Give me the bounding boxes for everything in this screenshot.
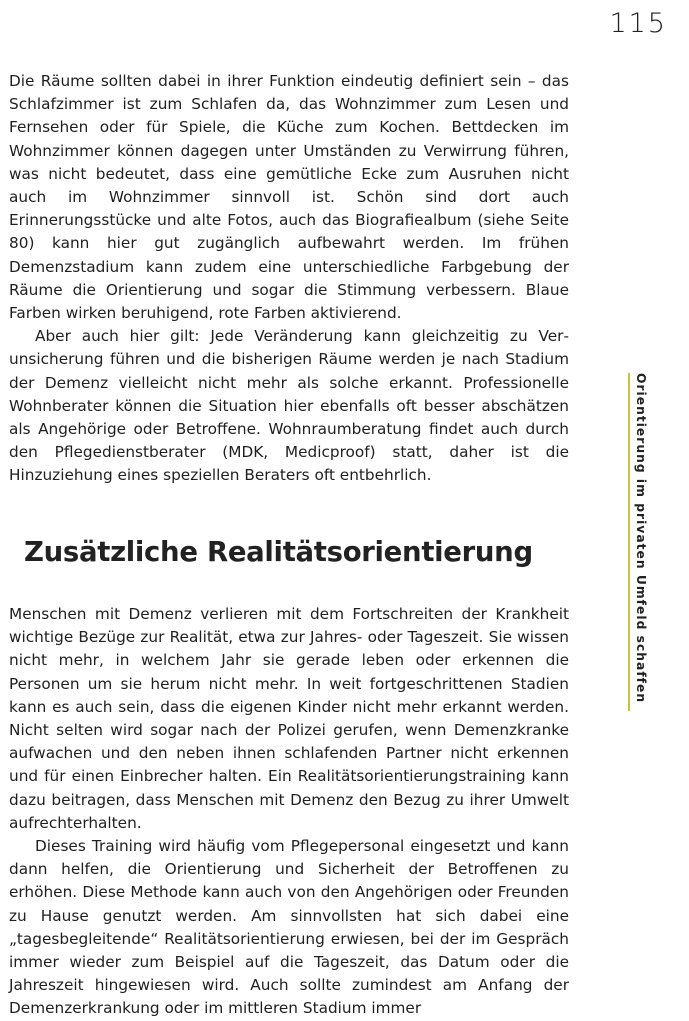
paragraph: Menschen mit Demenz verlieren mit dem Fortschreiten der Krankheit wichtige Bezüge zur Realität, etwa zur Jahres- oder Tageszeit. Sie wissen nicht mehr, in welchem Jahr sie gerade leben oder erkennen die Personen um sie herum nicht mehr. In weit fortgeschrittenen Stadien kann es auch sein, dass die eigenen Kinder nicht mehr erkannt werden. Nicht selten wird sogar nach der Polizei gerufen, wenn Demenzkranke aufwachen und den neben ihnen schlafenden Partner nicht erkennen und für einen Einbrecher halten. Ein Realitätsorientierungstraining kann dazu beitragen, dass Menschen mit Demenz den Bezug zu ihrer Umwelt aufrechterhalten. — [9, 605, 569, 832]
paragraph: Aber auch hier gilt: Jede Veränderung kann gleichzeitig zu Verunsicherung führen und die bisherigen Räume werden je nach Stadium der Demenz vielleicht nicht mehr als solche erkannt. Professionelle Wohnberater können die Situation hier ebenfalls oft besser abschätzen als Angehörige oder Betroffene. Wohnraumberatung findet auch durch den Pflegedienstberater (MDK, Medicproof) statt, daher ist die Hinzuziehung eines speziellen Beraters oft entbehrlich. — [9, 327, 569, 485]
running-head-label: Orientierung im privaten Umfeld schaffen — [634, 373, 648, 704]
section-heading: Zusätzliche Realitätsorientierung — [24, 536, 533, 568]
paragraph: Die Räume sollten dabei in ihrer Funktion eindeutig definiert sein – das Schlafzimmer ist zum Schlafen da, das Wohnzimmer zum Lesen und Fernsehen oder für Spiele, die Küche zum Kochen. Bettdecken im Wohnzimmer können dagegen unter Umständen zu Verwirrung führen, was nicht bedeutet, dass eine gemütliche Ecke zum Ausruhen nicht auch im Wohnzimmer sinnvoll ist. Schön sind dort auch Erinnerungsstücke und alte Fotos, auch das Biografiealbum (siehe Seite 80) kann hier gut zugänglich aufbewahrt werden. Im frühen Demenzstadium kann zudem eine unterschiedliche Farbgebung der Räume die Orientierung und sogar die Stimmung verbessern. Blaue Farben wirken beruhigend, rote Farben aktivierend. — [9, 72, 569, 323]
paragraph: Dieses Training wird häufig vom Pflegepersonal eingesetzt und kann dann helfen, die Orientierung und Sicherheit der Betroffenen zu erhöhen. Diese Methode kann auch von den Angehörigen oder Freunden zu Hause genutzt werden. Am sinnvollsten hat sich dabei eine „tagesbegleitende“ Realitätsorientierung erwiesen, bei der im Gespräch immer wieder zum Beispiel auf die Tageszeit, das Datum oder die Jahreszeit hingewiesen wird. Auch sollte zumindest am Anfang der Demenzerkrankung oder im mittleren Stadium immer — [9, 837, 569, 1018]
body-text-section-2 — [9, 603, 569, 1021]
page-number: 115 — [609, 8, 667, 39]
body-text-section-1 — [9, 70, 569, 488]
running-head-sidebar — [628, 373, 656, 711]
